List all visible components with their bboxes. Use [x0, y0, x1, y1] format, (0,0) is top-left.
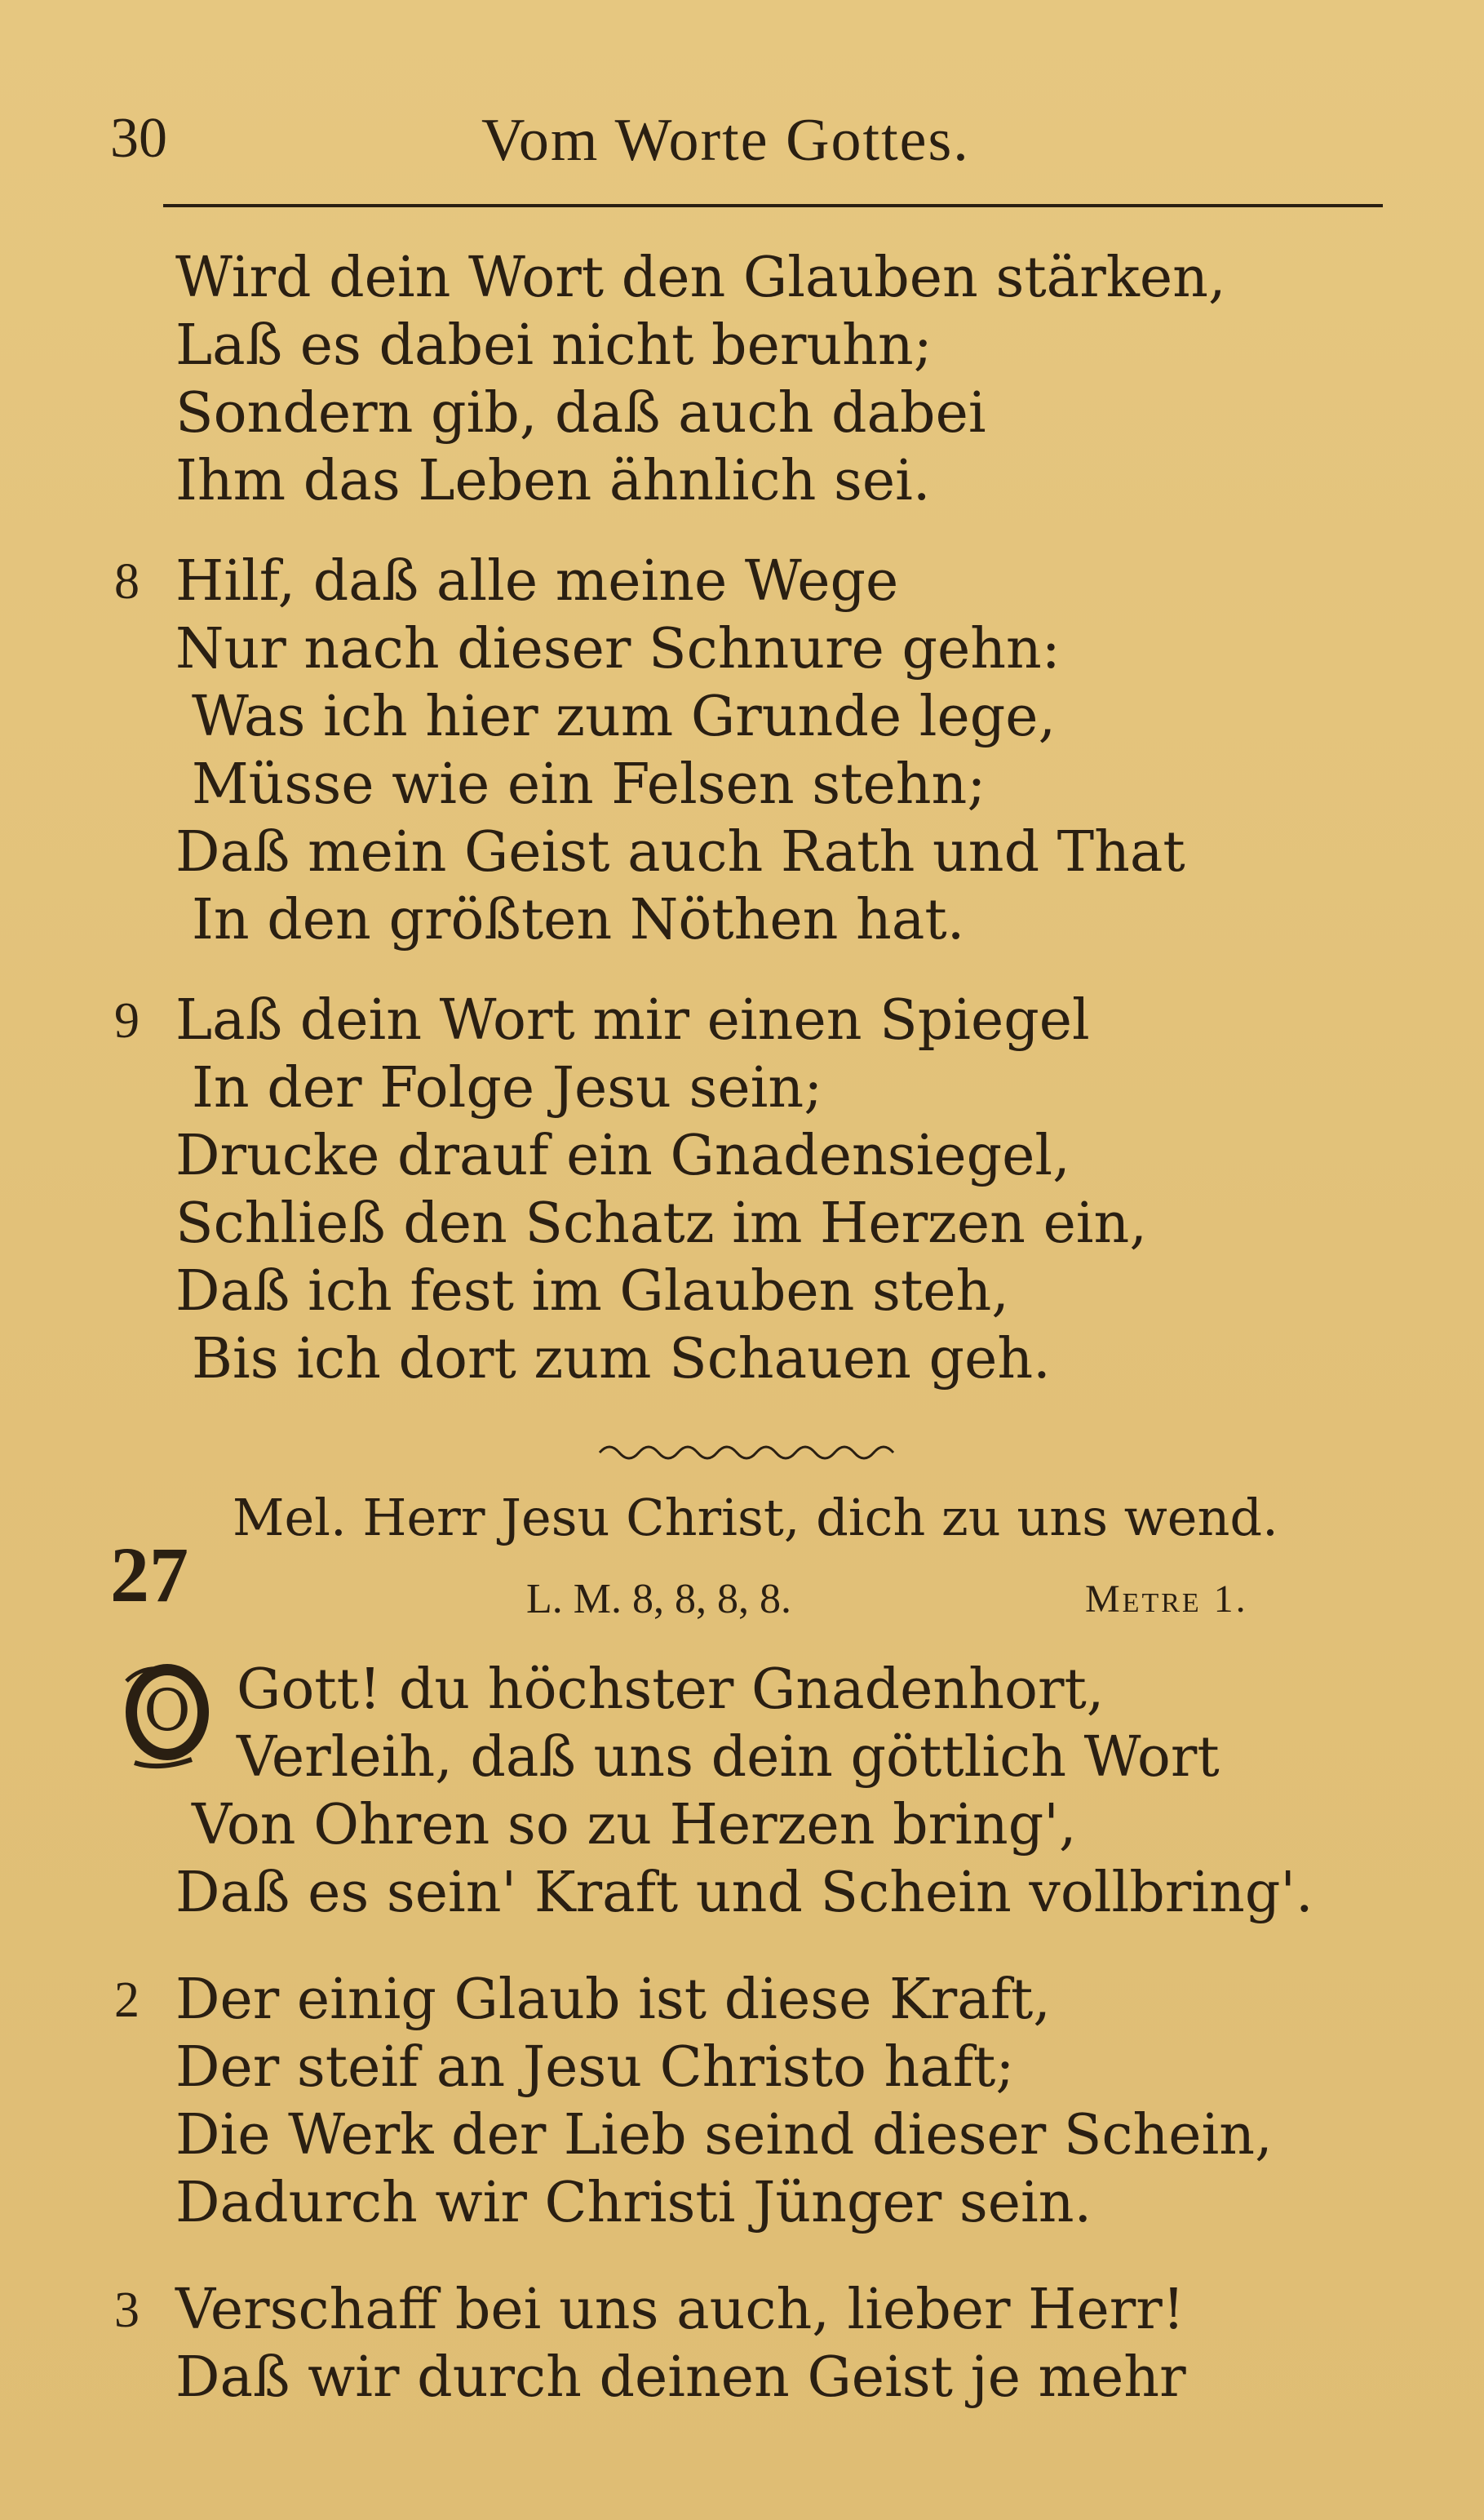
page-header: [0, 106, 1484, 180]
verse-line: Laß es dabei nicht beruhn;: [175, 313, 932, 378]
verse-line: Der einig Glaub ist diese Kraft,: [175, 1968, 1051, 2032]
dropcap-letter: O: [144, 1677, 191, 1744]
verse-line: Verschaff bei uns auch, lieber Herr!: [175, 2278, 1185, 2342]
hymn-number: 27: [110, 1531, 188, 1618]
verse-line: Daß mein Geist auch Rath und That: [175, 820, 1185, 885]
verse-number: 8: [114, 554, 140, 610]
verse-number: 9: [114, 993, 140, 1049]
verse-line: In der Folge Jesu sein;: [192, 1056, 823, 1120]
verse-line: Ihm das Leben ähnlich sei.: [175, 449, 931, 513]
verse-line: Bis ich dort zum Schauen geh.: [192, 1327, 1051, 1391]
verse-line: Daß ich fest im Glauben steh,: [175, 1259, 1009, 1324]
verse-line: Verleih, daß uns dein göttlich Wort: [237, 1725, 1220, 1790]
metre-short: L. M. 8, 8, 8, 8.: [526, 1576, 791, 1622]
verse-line: Die Werk der Lieb seind dieser Schein,: [175, 2103, 1273, 2167]
verse-number: 2: [114, 1972, 140, 2028]
verse-line: Wird dein Wort den Glauben stärken,: [175, 246, 1226, 310]
verse-line: Was ich hier zum Grunde lege,: [192, 685, 1057, 749]
verse-line: Daß wir durch deinen Geist je mehr: [175, 2345, 1186, 2410]
dropcap-o-ornament: [118, 1657, 216, 1779]
verse-line: Schließ den Schatz im Herzen ein,: [175, 1191, 1147, 1256]
verse-line: Dadurch wir Christi Jünger sein.: [175, 2171, 1092, 2235]
verse-line: Drucke drauf ein Gnadensiegel,: [175, 1124, 1070, 1188]
metre-label: Metre 1.: [1085, 1577, 1248, 1621]
verse-line: In den größten Nöthen hat.: [192, 888, 965, 952]
header-rule: [163, 204, 1383, 207]
verse-line: Laß dein Wort mir einen Spiegel: [175, 988, 1090, 1053]
verse-line: Nur nach dieser Schnure gehn:: [175, 617, 1061, 681]
melody-line: Mel. Herr Jesu Christ, dich zu uns wend.: [233, 1488, 1278, 1547]
verse-line: Müsse wie ein Felsen stehn;: [192, 752, 986, 817]
page-number: 30: [110, 107, 167, 170]
verse-line: Gott! du höchster Gnadenhort,: [237, 1657, 1105, 1722]
verse-number: 3: [114, 2283, 140, 2338]
running-title: Vom Worte Gottes.: [481, 107, 970, 174]
verse-line: Von Ohren so zu Herzen bring',: [192, 1793, 1077, 1857]
verse-line: Daß es sein' Kraft und Schein vollbring'.: [175, 1861, 1313, 1925]
verse-line: Sondern gib, daß auch dabei: [175, 381, 986, 446]
verse-line: Der steif an Jesu Christo haft;: [175, 2035, 1015, 2100]
wavy-divider-ornament: [596, 1436, 906, 1469]
verse-line: Hilf, daß alle meine Wege: [175, 549, 899, 614]
